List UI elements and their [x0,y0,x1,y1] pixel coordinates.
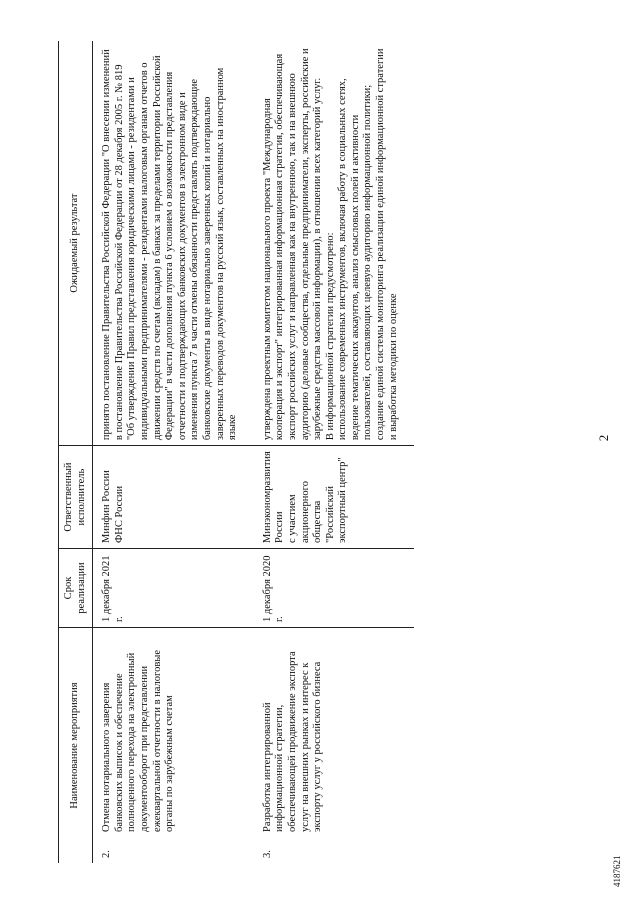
cell-responsible [254,446,415,549]
header-responsible: Ответственный исполнитель [59,446,93,549]
measure-name: Отмена нотариального заверения банковских выписок и обеспечение полноценного перехода на электронный документооборот при представлении ежеквартальной отчетности в налоговые органы по зарубежным счетам [101,649,176,832]
table-header-row [59,41,93,863]
measures-table [58,41,414,863]
header-term: Срок реализации [59,549,93,628]
responsible-line: с участием акционерного общества "Российский экспортный центр" [286,457,349,543]
result-paragraph: использование современных инструментов, включая работу в социальных сетях, ведение тематических аккаунтов, анализ смысловых полей и активности пользователей, составляющих целевую аудиторию информационной политики; [337,78,374,441]
result-paragraph: создание единой системы мониторинга реализации единой информационной стратегии и выработка методики по оценке [375,48,399,441]
responsible-line: Минфин России [101,470,113,543]
cell-term: 1 декабря 2021 г. [93,549,254,628]
row-number: 3. [261,850,273,858]
result-paragraph: В информационной стратегии предусмотрено: [324,232,336,441]
result-paragraph: утверждена проектным комитетом национального проекта "Международная кооперация и экспорт" интегрированная информационная стратегия, обеспечивающая экспорт российских услуг и направленная как на внутреннюю, так и на внешнюю аудиторию (деловые сообщества, отдельные предприниматели, эксперты, российские и зарубежные средства массовой информации), в отношении всех категорий услуг. [261,48,324,441]
row-number: 2. [101,850,113,858]
cell-term: 1 декабря 2020 г. [254,549,415,628]
page-number: 2 [596,434,611,442]
table-row [93,41,254,863]
header-result: Ожидаемый результат [59,41,93,446]
header-name: Наименование мероприятия [59,628,93,864]
cell-result: принято постановление Правительства Российской Федерации "О внесении изменений в постановление Правительства Российской Федерации от 28 декабря 2005 г. № 819 "Об утверждении Правил представления юридическими лицами - резидентами и индивидуальными предпринимателями - резидентами налоговым органам отчетов о движении средств по счетам (вкладам) в банках за пределами территории Российской Федерации" в части дополнения пункта 6 условием о возможности представления отчетности и подтверждающих банковских документов в электронном виде и изменения пункта 7 в части отмены обязанности представлять подтверждающие банковские документы в виде нотариально заверенных копий и нотариально заверенных переводов документов на русский язык, составленных на иностранном языке [93,41,254,446]
cell-name [254,628,415,864]
responsible-line: Минэкономразвития России [261,451,286,543]
cell-name [93,628,254,864]
measure-name: Разработка интегрированной информационной стратегии, обеспечивающей продвижение экспорта услуг на внешних рынках и интерес к экспорту услуг у российского бизнеса [261,651,324,832]
cell-responsible [93,446,254,549]
responsible-line: ФНС России [113,485,125,543]
cell-result [254,41,415,446]
table-row [254,41,415,863]
document-id: 4187621 [612,855,622,887]
